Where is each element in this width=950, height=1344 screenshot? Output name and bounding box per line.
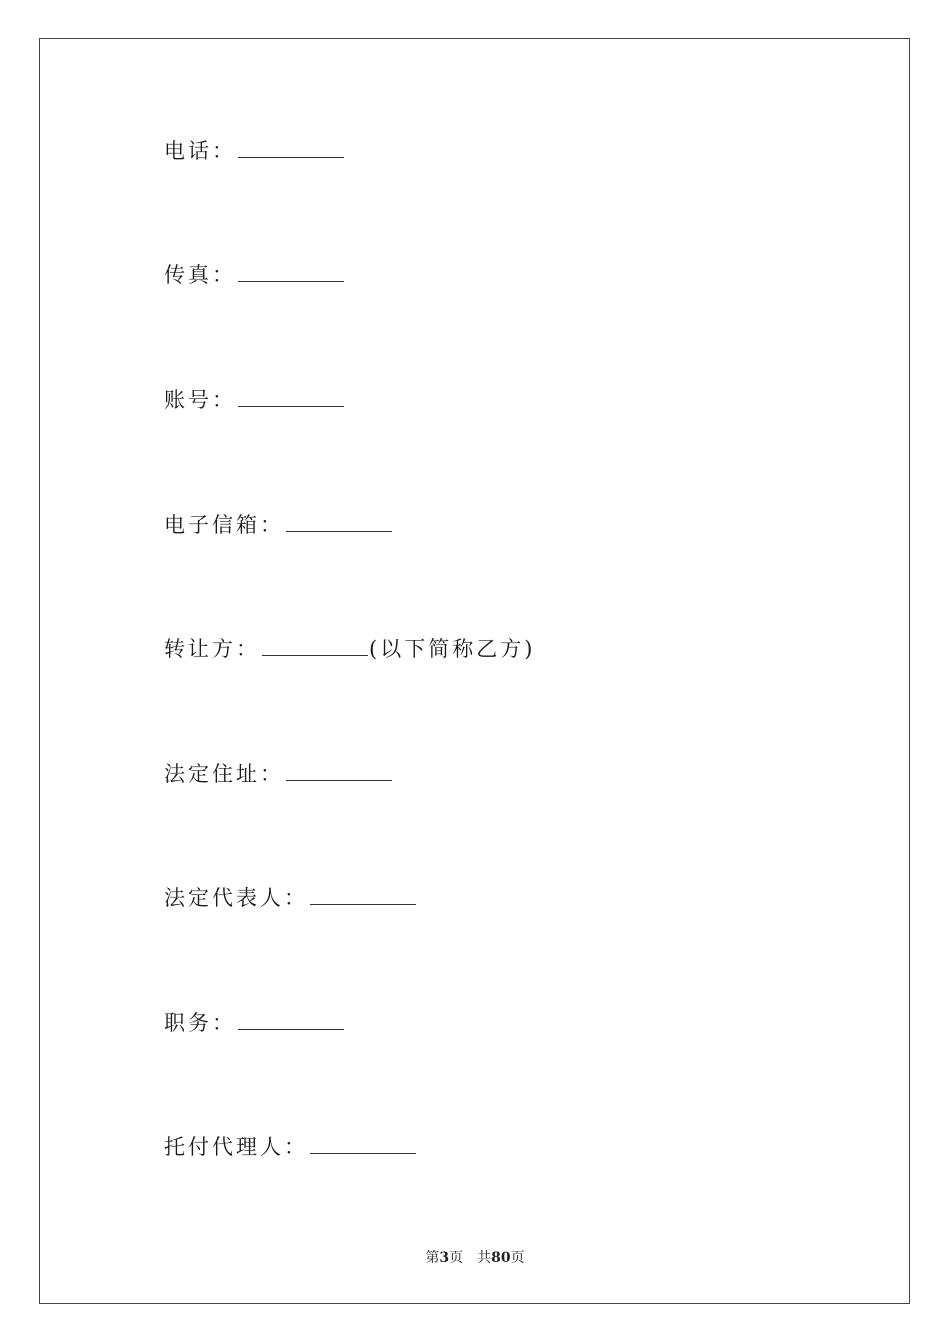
- field-legal-address: [164, 760, 393, 788]
- field-email: [164, 511, 393, 539]
- blank-line[interactable]: [238, 1009, 344, 1030]
- footer-total-pages: 80: [491, 1250, 511, 1266]
- field-label: 电子信箱：: [164, 513, 284, 537]
- field-phone: [164, 137, 345, 165]
- blank-line[interactable]: [310, 884, 416, 905]
- blank-line[interactable]: [286, 760, 392, 781]
- page-frame: [39, 38, 910, 1304]
- field-label: 法定代表人：: [164, 886, 308, 910]
- field-label: 托付代理人：: [164, 1135, 308, 1159]
- field-position: [164, 1009, 345, 1037]
- field-label: 账号：: [164, 388, 236, 412]
- field-legal-representative: [164, 884, 417, 912]
- page-footer: [0, 1247, 950, 1267]
- field-label: 传真：: [164, 263, 236, 287]
- blank-line[interactable]: [286, 511, 392, 532]
- blank-line[interactable]: [238, 137, 344, 158]
- field-fax: [164, 261, 345, 289]
- field-transferor: [164, 635, 535, 663]
- footer-total-prefix: 共: [477, 1250, 492, 1266]
- footer-page-suffix: 页: [449, 1250, 464, 1266]
- blank-line[interactable]: [238, 386, 344, 407]
- footer-total-suffix: 页: [510, 1250, 525, 1266]
- footer-page-number: 3: [439, 1250, 450, 1266]
- blank-line[interactable]: [238, 261, 344, 282]
- field-suffix: (以下简称乙方): [369, 637, 536, 661]
- blank-line[interactable]: [262, 635, 368, 656]
- field-agent: [164, 1133, 417, 1161]
- blank-line[interactable]: [310, 1133, 416, 1154]
- field-label: 职务：: [164, 1011, 236, 1035]
- field-label: 法定住址：: [164, 762, 284, 786]
- field-label: 转让方：: [164, 637, 260, 661]
- footer-page-prefix: 第: [425, 1250, 440, 1266]
- field-account: [164, 386, 345, 414]
- field-label: 电话：: [164, 139, 236, 163]
